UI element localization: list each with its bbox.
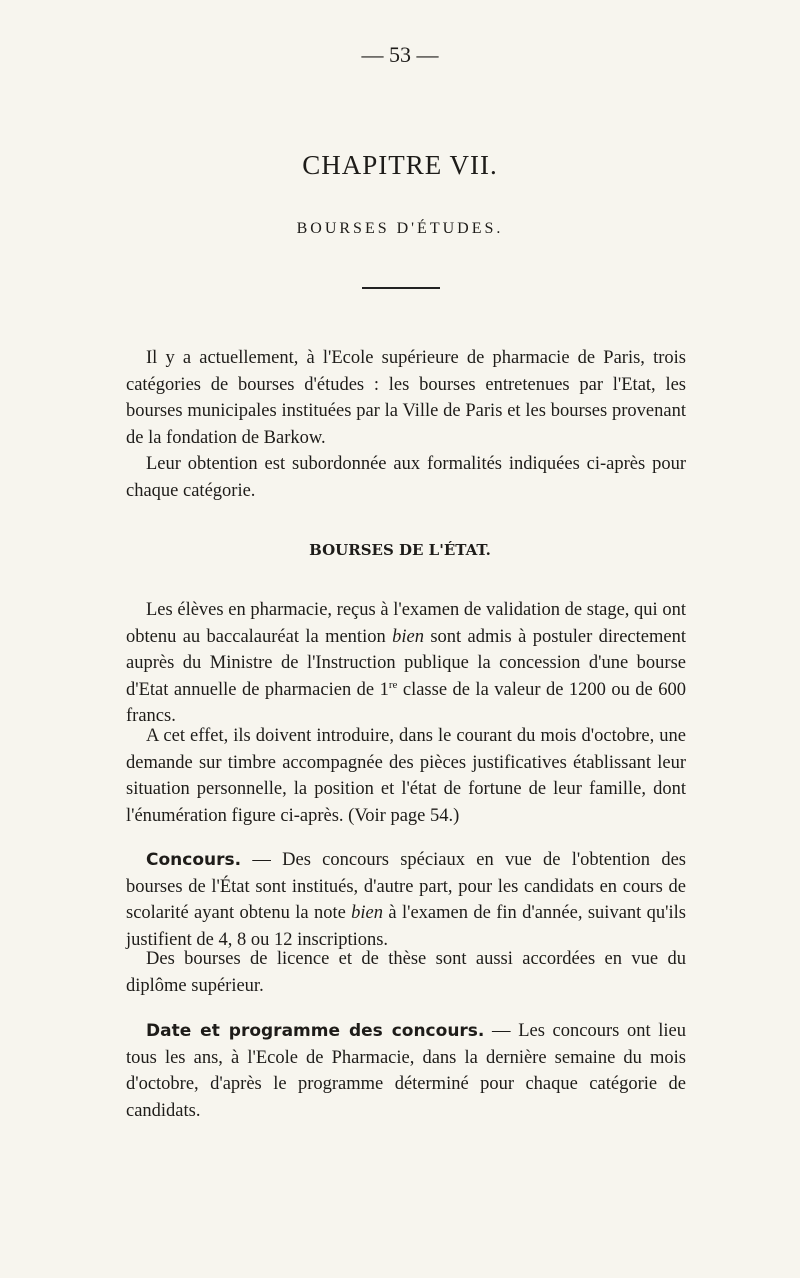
intro-paragraph-1: Il y a actuellement, à l'Ecole supérieure de pharmacie de Paris, trois catégories de bourses d'études : les bourses entretenues par l'Etat, les bourses municipales instituées par la Ville de Paris et les bourses provenant de la fondation de Barkow. bbox=[126, 348, 686, 448]
concours-heading: Concours. bbox=[146, 850, 242, 870]
etat-p1-text-b: sont admis à postuler directement auprès du Ministre de l'Instruction publique la concession d'une bourse d'Etat annuelle de pharmacien de 1 bbox=[126, 626, 686, 700]
page-number: — 53 — bbox=[361, 42, 439, 67]
etat-p1-text-c: classe de la valeur de 1200 ou de 600 francs. bbox=[126, 679, 686, 726]
etat-p1-bien: bien bbox=[392, 626, 424, 647]
section-heading: BOURSES DE L'ÉTAT. bbox=[309, 541, 491, 559]
etat-p1-text-a: Les élèves en pharmacie, reçus à l'examen de validation de stage, qui ont obtenu au baccalauréat la mention bbox=[126, 600, 686, 647]
licence-paragraph: Des bourses de licence et de thèse sont aussi accordées en vue du diplôme supérieur. bbox=[126, 949, 686, 996]
concours-bien: bien bbox=[351, 903, 384, 923]
concours-paragraph bbox=[126, 847, 686, 953]
concours-text-b: à l'examen de fin d'année, suivant qu'ils justifient de 4, 8 ou 12 inscriptions. bbox=[126, 903, 686, 950]
separator-rule bbox=[362, 287, 440, 289]
date-programme-text: — Les concours ont lieu tous les ans, à l'Ecole de Pharmacie, dans la dernière semaine du mois d'octobre, d'après le programme déterminé pour chaque catégorie de candidats. bbox=[126, 1021, 687, 1121]
etat-paragraph-2: A cet effet, ils doivent introduire, dans le courant du mois d'octobre, une demande sur timbre accompagnée des pièces justificatives établissant leur situation personnelle, la position et l'état de fortune de leur famille, dont l'énumération figure ci-après. (Voir page 54.) bbox=[126, 726, 686, 826]
concours-text-a: — Des concours spéciaux en vue de l'obtention des bourses de l'État sont institués, d'autre part, pour les candidats en cours de scolarité ayant obtenu la note bbox=[126, 850, 686, 923]
etat-p1-sup: re bbox=[388, 678, 398, 691]
date-programme-heading: Date et programme des concours. bbox=[146, 1021, 485, 1041]
date-programme-paragraph bbox=[126, 1018, 686, 1124]
etat-paragraph-1 bbox=[126, 597, 686, 730]
chapter-subtitle: BOURSES D'ÉTUDES. bbox=[296, 220, 504, 237]
chapter-title: CHAPITRE VII. bbox=[302, 150, 498, 180]
intro-paragraph-2: Leur obtention est subordonnée aux formalités indiquées ci-après pour chaque catégorie. bbox=[126, 454, 686, 501]
